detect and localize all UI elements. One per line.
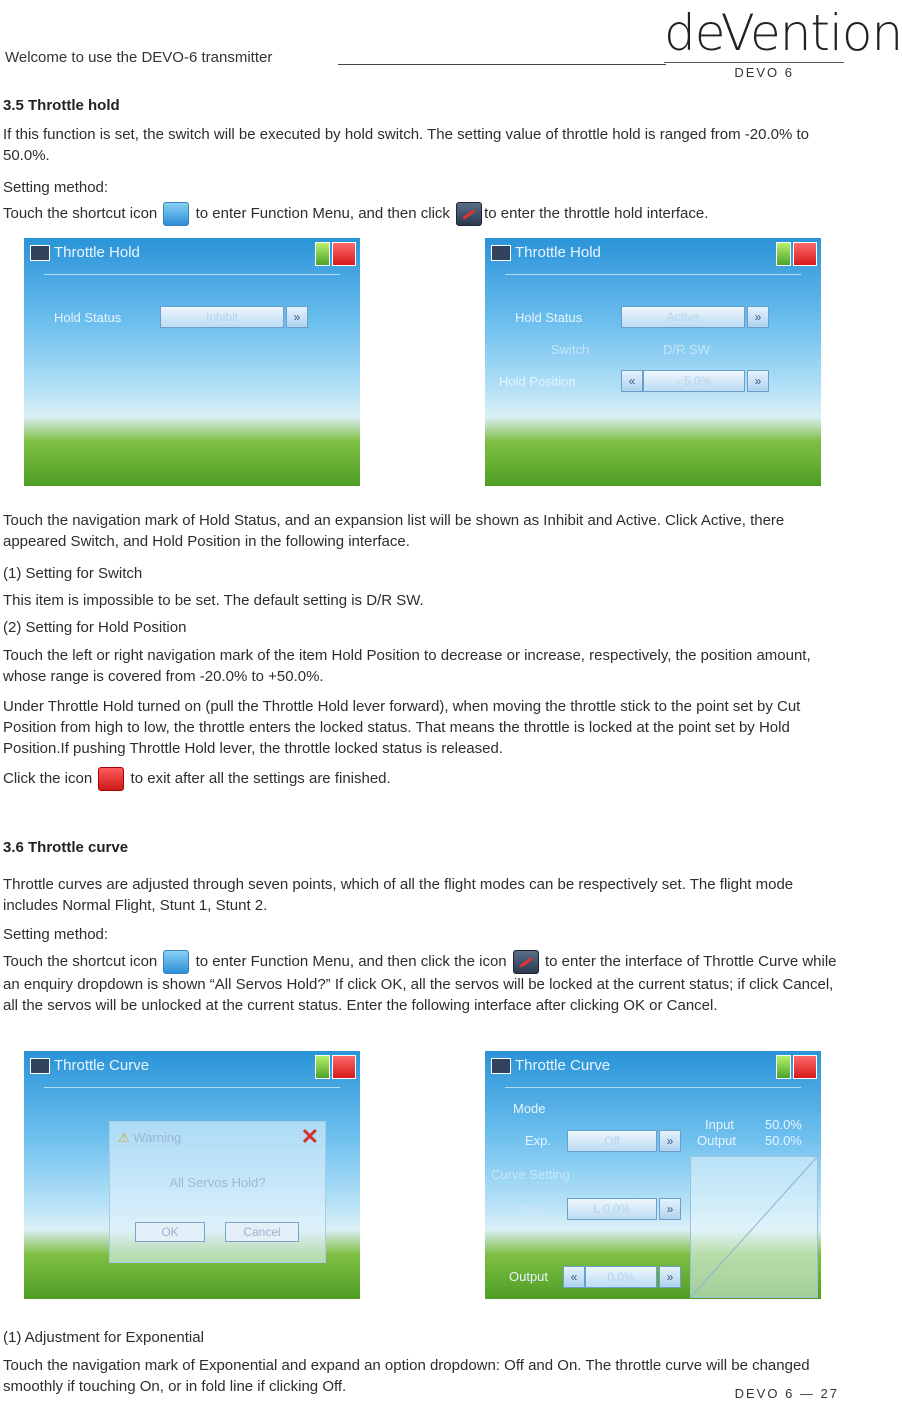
battery-icon: [315, 1055, 330, 1079]
switch-value: D/R SW: [663, 342, 710, 357]
screen-title: Throttle Hold: [491, 244, 601, 261]
point-next-button: »: [659, 1198, 681, 1220]
screenshot-throttle-curve-editor: [485, 1051, 821, 1299]
hold-position-value: - 5.0%: [643, 370, 745, 392]
exit-icon: [793, 1055, 817, 1079]
exit-icon: [98, 767, 124, 791]
hold-status-next-button: »: [286, 306, 308, 328]
hold-status-value: Inhibit: [160, 306, 284, 328]
exponential-heading: (1) Adjustment for Exponential: [3, 1329, 204, 1346]
method-text-2: to enter Function Menu, and then click: [195, 204, 450, 222]
battery-icon: [776, 242, 791, 266]
method-text-1: Touch the shortcut icon: [3, 952, 158, 970]
switch-setting-text: This item is impossible to be set. The default setting is D/R SW.: [3, 592, 424, 609]
section-heading-throttle-hold: 3.5 Throttle hold: [3, 97, 120, 114]
divider: [505, 274, 801, 275]
setting-method-label: Setting method:: [3, 179, 109, 196]
switch-setting-heading: (1) Setting for Switch: [3, 565, 143, 582]
output2-label: Output: [509, 1269, 549, 1284]
dialog-title: ⚠ Warning: [118, 1130, 182, 1145]
exponential-text: Touch the navigation mark of Exponential and expand an option dropdown: Off and On. The throttle curve will be changed smoothly if touching On, or in fold line if clicking Off.: [3, 1357, 810, 1395]
throttle-curve-intro: Throttle curves are adjusted through seven points, which of all the flight modes can be respectively set. The flight mode includes Normal Flight, Stunt 1, Stunt 2.: [3, 876, 794, 914]
throttle-icon: [491, 245, 511, 261]
divider: [505, 1087, 801, 1088]
logo-model: DEVO 6: [734, 65, 794, 80]
logo-wordmark: deVention: [664, 4, 902, 62]
exit-text-2: to exit after all the settings are finished.: [130, 769, 391, 787]
screen-title: Throttle Hold: [30, 244, 140, 261]
hold-status-value: Active: [621, 306, 745, 328]
exp-label: Exp.: [525, 1133, 552, 1148]
curve-setting-label: Curve Setting: [491, 1167, 570, 1182]
warning-icon: ⚠: [118, 1130, 134, 1145]
hold-position-text: Touch the left or right navigation mark of the item Hold Position to decrease or increase, respectively, the position amount, whose range is covered from -20.0% to +50.0%.: [3, 647, 811, 685]
throttle-icon: [30, 245, 50, 261]
throttle-icon: [491, 1058, 511, 1074]
section-heading-throttle-curve: 3.6 Throttle curve: [3, 839, 129, 856]
output-prev-button: «: [563, 1266, 585, 1288]
curve-line: [691, 1157, 817, 1297]
cancel-button: Cancel: [225, 1222, 299, 1242]
exit-icon: [332, 242, 356, 266]
ok-button: OK: [135, 1222, 205, 1242]
divider: [44, 274, 340, 275]
logo-rule: [664, 62, 844, 63]
throttle-hold-method: [3, 202, 848, 226]
output-next-button: »: [659, 1266, 681, 1288]
curve-graph: [690, 1156, 818, 1298]
hold-position-heading: (2) Setting for Hold Position: [3, 619, 187, 636]
warning-dialog: [109, 1121, 326, 1263]
throttle-curve-method: [3, 950, 848, 1016]
method-text-3: to enter the interface of Throttle Curve while an enquiry dropdown is shown “All Servos Hold?” If click OK, all the servos will be locked at the current status; if click Cancel, all the servos will be unlocked at the current status. Enter the following interface after clicking OK or Cancel.: [3, 952, 837, 1014]
throttle-hold-icon: [456, 202, 482, 226]
method-text-2: to enter Function Menu, and then click the icon: [195, 952, 507, 970]
screenshot-throttle-curve-warning: [24, 1051, 360, 1299]
hold-status-label: Hold Status: [54, 310, 122, 325]
header-rule: [338, 64, 666, 65]
hold-position-next-button: »: [747, 370, 769, 392]
function-menu-icon: [163, 202, 189, 226]
setting-method-label: Setting method:: [3, 926, 109, 943]
devention-logo: [664, 2, 902, 80]
exit-icon: [793, 242, 817, 266]
screenshot-throttle-hold-inhibit: [24, 238, 360, 486]
battery-icon: [315, 242, 330, 266]
exit-icon: [332, 1055, 356, 1079]
exit-text-1: Click the icon: [3, 769, 93, 787]
switch-label: Switch: [551, 342, 590, 357]
battery-icon: [776, 1055, 791, 1079]
point-label: Point: [519, 1201, 549, 1216]
throttle-curve-icon: [513, 950, 539, 974]
dialog-message: All Servos Hold?: [169, 1175, 266, 1190]
hold-status-next-button: »: [747, 306, 769, 328]
exp-next-button: »: [659, 1130, 681, 1152]
point-value: L 0.0%: [567, 1198, 657, 1220]
hold-status-label: Hold Status: [515, 310, 583, 325]
divider: [44, 1087, 340, 1088]
screenshot-throttle-hold-active: [485, 238, 821, 486]
mode-label: Mode: [513, 1101, 546, 1116]
screen-title: Throttle Curve: [30, 1057, 149, 1074]
method-text-1: Touch the shortcut icon: [3, 204, 158, 222]
page-number: DEVO 6 — 27: [734, 1386, 839, 1401]
hold-position-label: Hold Position: [499, 374, 576, 389]
throttle-icon: [30, 1058, 50, 1074]
throttle-hold-operation: Under Throttle Hold turned on (pull the Throttle Hold lever forward), when moving the throttle stick to the point set by Cut Position from high to low, the throttle enters the locked status. That means the throttle is locked at the point set by Hold Position.If pushing Throttle Hold lever, the throttle locked status is released.: [3, 698, 801, 757]
screen-title: Throttle Curve: [491, 1057, 610, 1074]
throttle-hold-intro: If this function is set, the switch will be executed by hold switch. The setting value of throttle hold is ranged from -20.0% to 50.0%.: [3, 126, 809, 164]
input-value: 50.0%: [765, 1117, 802, 1132]
output-label: Output: [697, 1133, 737, 1148]
input-label: Input: [705, 1117, 734, 1132]
exp-value: Off: [567, 1130, 657, 1152]
close-icon: ✕: [300, 1124, 319, 1149]
header-title: Welcome to use the DEVO-6 transmitter: [5, 49, 273, 66]
output2-value: 0.0%: [585, 1266, 657, 1288]
hold-position-prev-button: «: [621, 370, 643, 392]
hold-status-description: Touch the navigation mark of Hold Status, and an expansion list will be shown as Inhibit and Active. Click Active, there appeared Switch, and Hold Position in the following interface.: [3, 512, 785, 550]
exit-instruction: [3, 767, 848, 791]
method-text-3: to enter the throttle hold interface.: [484, 204, 709, 222]
function-menu-icon: [163, 950, 189, 974]
output-value: 50.0%: [765, 1133, 802, 1148]
